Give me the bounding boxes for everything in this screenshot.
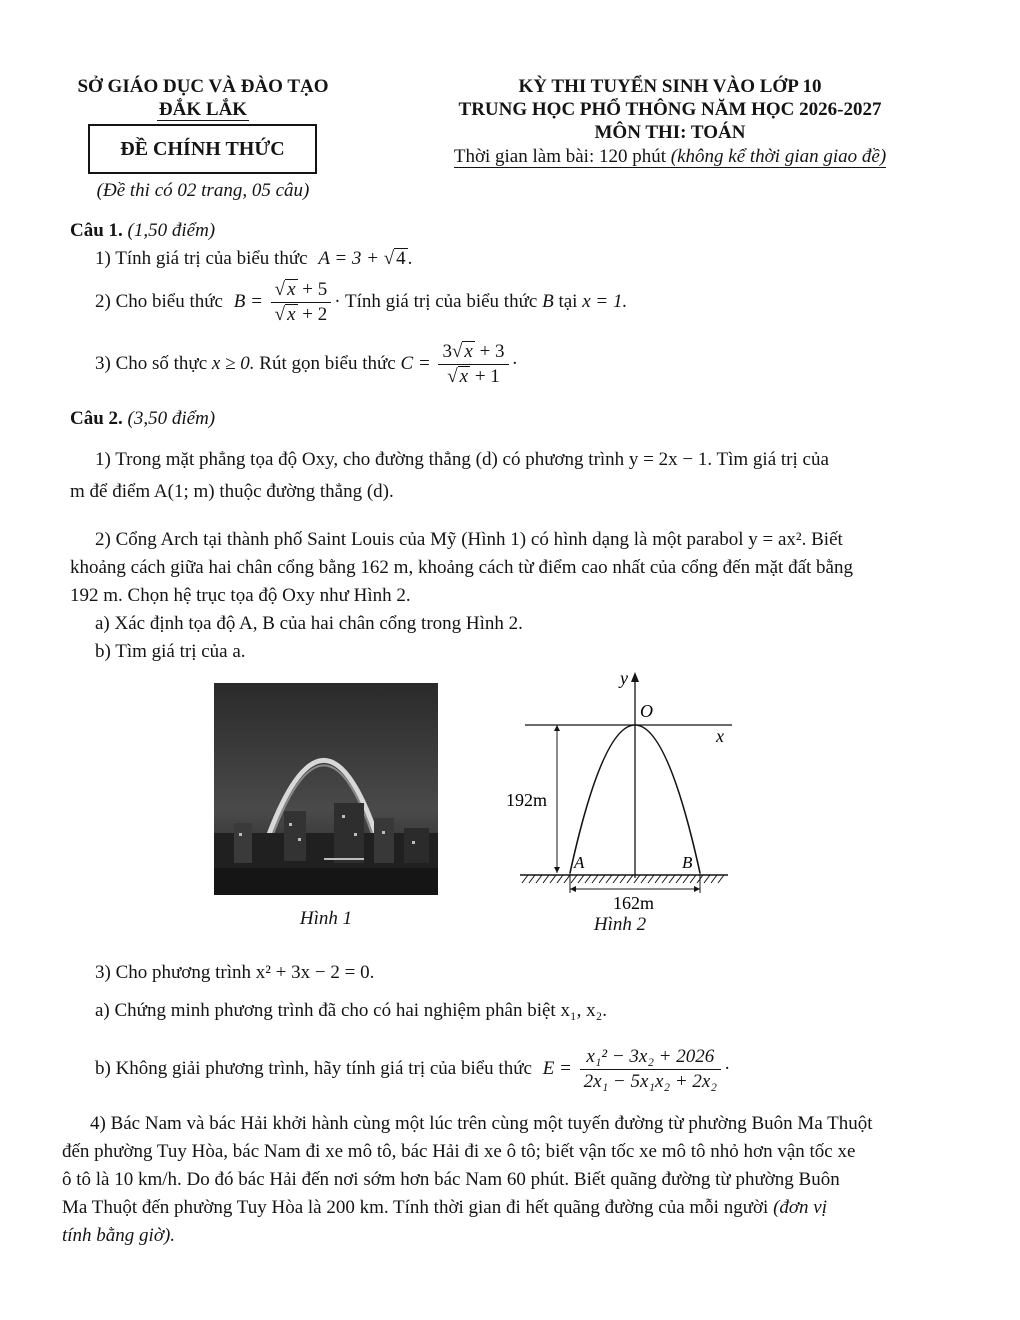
- q2-part2-line3: 192 m. Chọn hệ trục tọa độ Oxy như Hình 2.: [70, 585, 411, 606]
- q2-part4: [62, 1110, 962, 1250]
- province-name: [58, 99, 348, 121]
- q1-part3-lhs: C =: [400, 352, 431, 374]
- q1-part3-num-pre: 3: [442, 341, 452, 362]
- q1-part2-var: B: [542, 290, 554, 312]
- time-label: Thời gian làm bài: 120 phút: [453, 146, 666, 167]
- q1-part2-tai: tại: [558, 290, 578, 312]
- q2-part4-note-a: (đơn vị: [773, 1197, 827, 1218]
- q1-part3-den-rest: + 1: [474, 366, 500, 387]
- q2-part4-line2: đến phường Tuy Hòa, bác Nam đi xe mô tô, bác Hải đi xe ô tô; biết vận tốc xe mô tô nhỏ hơn vận tốc xe: [62, 1141, 856, 1162]
- q2-heading: [70, 408, 215, 430]
- q1-part2-after: Tính giá trị của biểu thức: [345, 290, 538, 312]
- q2-part1-line1: 1) Trong mặt phẳng tọa độ Oxy, cho đường thẳng (d) có phương trình y = 2x − 1. Tìm giá trị của: [95, 449, 829, 470]
- q1-part2-text: 2) Cho biểu thức: [95, 290, 223, 312]
- q2-part3b-text: b) Không giải phương trình, hãy tính giá trị của biểu thức: [95, 1057, 532, 1079]
- q1-part3: 3) Cho số thực x ≥ 0. Rút gọn biểu thức C = $\frac{3√ x + 3}{√ x + 1}$ ·: [95, 341, 518, 387]
- q1-part3-den-radicand: x: [459, 366, 469, 387]
- q1-part2-fraction: $\frac{√ x + 5}{√ x + 2}$: [271, 278, 332, 327]
- q2-part2a: a) Xác định tọa độ A, B của hai chân cổng trong Hình 2.: [95, 613, 523, 634]
- q1-part3-num-radicand: x: [464, 341, 473, 362]
- q1-part1-radicand: 4: [396, 248, 406, 269]
- q2-part3b-denominator: 2x₁ − 5x₁x₂ + 2x₂: [583, 1071, 717, 1092]
- q1-part3-fraction: $\frac{3√ x + 3}{√ x + 1}$: [438, 340, 508, 389]
- q2-part3b: b) Không giải phương trình, hãy tính giá trị của biểu thức E = $\frac{\text{x₁² − 3x₂ + 2026}}{\text{2x₁ − 5x₁x₂ + 2x₂}}$ ·: [95, 1046, 731, 1092]
- q1-heading: [70, 220, 215, 242]
- q1-points: (1,50 điểm): [127, 220, 216, 241]
- q1-part1-expr: A = 3 +: [318, 248, 384, 269]
- official-exam-box: ĐỀ CHÍNH THỨC: [88, 124, 317, 174]
- pages-note: (Đề thi có 02 trang, 05 câu): [96, 180, 310, 201]
- q1-part3-text: 3) Cho số thực: [95, 352, 208, 374]
- x-axis-label: x: [716, 726, 724, 746]
- q2-part2b: b) Tìm giá trị của a.: [95, 641, 246, 662]
- ground-hatch: [522, 875, 724, 883]
- q1-title: Câu 1.: [70, 220, 123, 241]
- y-axis-label: y: [620, 668, 628, 688]
- q2-part4-line4-text: Ma Thuột đến phường Tuy Hòa là 200 km. Tính thời gian đi hết quãng đường của mỗi người: [62, 1197, 769, 1218]
- time-limit: [400, 146, 940, 168]
- time-note: (không kể thời gian giao đề): [670, 146, 887, 167]
- q2-part2-line1: 2) Cổng Arch tại thành phố Saint Louis của Mỹ (Hình 1) có hình dạng là một parabol y = ax². Biết: [95, 529, 843, 550]
- department-name: SỞ GIÁO DỤC VÀ ĐÀO TẠO: [77, 76, 329, 97]
- q2-part1: [70, 446, 960, 506]
- q2-part4-line3: ô tô là 10 km/h. Do đó bác Hải đến nơi sớm hơn bác Nam 60 phút. Biết quãng đường từ phường Buôn: [62, 1169, 840, 1190]
- q2-part2: [70, 526, 960, 666]
- q2-part3b-lhs: E =: [542, 1057, 572, 1079]
- q1-part3-num-rest: + 3: [479, 341, 505, 362]
- q1-part3-mid: Rút gọn biểu thức: [259, 352, 396, 374]
- q1-part2-num-rest: + 5: [302, 279, 328, 300]
- q2-part3: 3) Cho phương trình x² + 3x − 2 = 0.: [95, 962, 375, 983]
- arch-diagram: [500, 668, 740, 918]
- y-axis-arrow: [631, 672, 639, 682]
- q1-part2-den-rest: + 2: [302, 304, 328, 325]
- sqrt-symbol: √ 4: [383, 248, 406, 269]
- q2-points: (3,50 điểm): [127, 408, 216, 429]
- q1-part1-text: 1) Tính giá trị của biểu thức: [95, 248, 308, 269]
- q2-part4-note-b: tính bằng giờ).: [62, 1225, 176, 1246]
- q1-part2-lhs: B =: [233, 290, 263, 312]
- q2-part4-line4: [62, 1194, 962, 1222]
- q2-part3b-fraction: [580, 1045, 721, 1094]
- exam-title: KỲ THI TUYỂN SINH VÀO LỚP 10: [518, 76, 822, 97]
- q1-part2-den-radicand: x: [287, 304, 296, 325]
- arch-diagram-svg: [500, 668, 740, 918]
- figure1-caption: Hình 1: [299, 908, 353, 929]
- subject: MÔN THI: TOÁN: [594, 122, 746, 143]
- q2-part1-line2: m để điểm A(1; m) thuộc đường thẳng (d).: [70, 481, 394, 502]
- q1-part2: 2) Cho biểu thức B = $\frac{√ x + 5}{√ x + 2}$ · Tính giá trị của biểu thức B tại x = 1.: [95, 279, 628, 325]
- school-year: TRUNG HỌC PHỔ THÔNG NĂM HỌC 2026-2027: [458, 99, 882, 120]
- q1-part3-cond: x ≥ 0.: [211, 352, 255, 374]
- width-label: 162m: [613, 893, 655, 913]
- figure2-caption: Hình 2: [593, 914, 647, 935]
- q2-title: Câu 2.: [70, 408, 123, 429]
- height-label: 192m: [506, 790, 548, 810]
- q2-part2-line2: khoảng cách giữa hai chân cổng bằng 162 m, khoảng cách từ điểm cao nhất của cổng đến mặt đất bằng: [70, 557, 853, 578]
- q1-part2-num-radicand: x: [287, 279, 296, 300]
- origin-label: O: [640, 701, 653, 721]
- q1-part2-cond: x = 1.: [582, 290, 628, 312]
- arch-photo-image: [214, 683, 438, 895]
- province-name-text: ĐẮK LẮK: [158, 99, 248, 120]
- q2-part3b-numerator: x₁² − 3x₂ + 2026: [580, 1045, 721, 1070]
- q2-part3a: a) Chứng minh phương trình đã cho có hai nghiệm phân biệt x₁, x₂.: [95, 1000, 607, 1021]
- point-a-label: A: [574, 853, 585, 872]
- q1-part1: 1) Tính giá trị của biểu thức A = 3 + √ 4 .: [95, 248, 413, 269]
- point-b-label: B: [682, 853, 693, 872]
- q2-part4-line1: 4) Bác Nam và bác Hải khởi hành cùng một lúc trên cùng một tuyến đường từ phường Buôn Ma Thuột: [90, 1113, 873, 1134]
- arch-photo: [214, 683, 438, 895]
